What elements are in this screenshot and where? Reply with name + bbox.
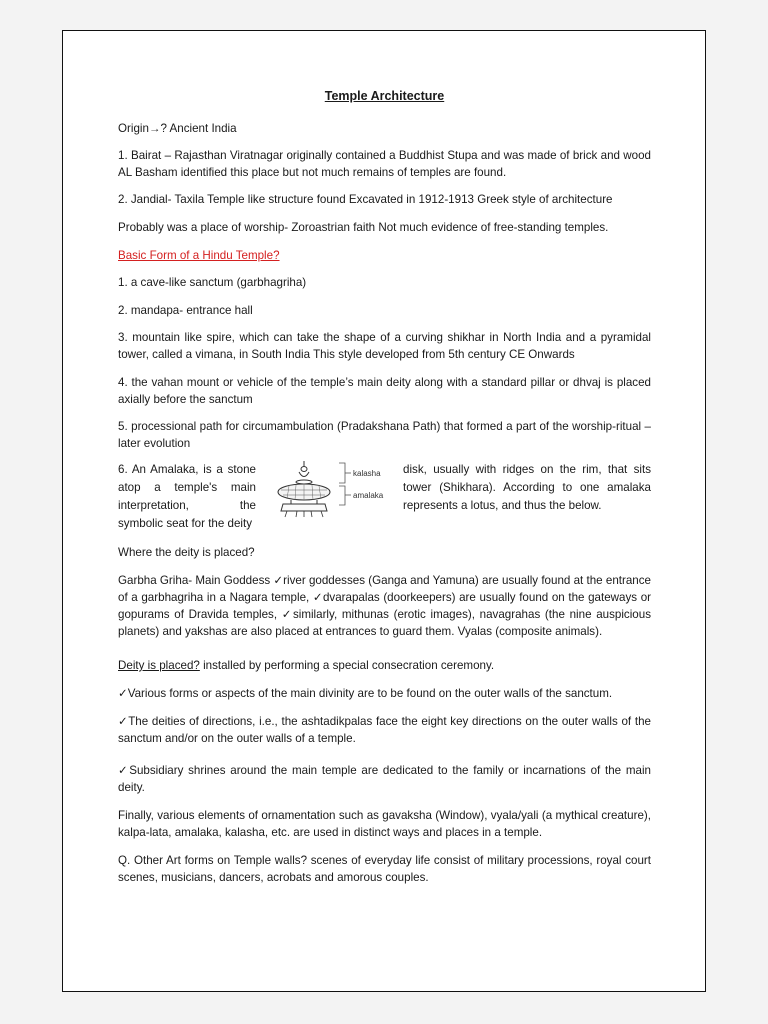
check-item-forms: ✓Various forms or aspects of the main divinity are to be found on the outer walls of the sanctum. [118, 687, 613, 700]
deity-placed-text: installed by performing a special consecration ceremony. [199, 659, 495, 672]
list-item-spire: 3. mountain like spire, which can take the shape of a curving shikhar in North India and a pyramidal tower, called a vimana, in South India This style developed from 5th century CE Onwards [118, 331, 651, 361]
amalaka-text-right: disk, usually with ridges on the rim, that sits tower (Shikhara). According to one amalaka represents a lotus, and thus the below. [403, 463, 651, 512]
amalaka-text-left: 6. An Amalaka, is a stone atop a temple's main interpretation, the symbolic seat for the deity [118, 463, 256, 530]
check-item-shrines: ✓Subsidiary shrines around the main temple are dedicated to the family or incarnations of the main deity. [118, 764, 651, 794]
page-title: Temple Architecture [324, 89, 445, 103]
check-item-directions: ✓The deities of directions, i.e., the ashtadikpalas face the eight key directions on the outer walls of the sanctum and/or on the outer walls of a temple. [118, 715, 651, 745]
list-item-mandapa: 2. mandapa- entrance hall [118, 304, 253, 317]
paragraph-jandial: 2. Jandial- Taxila Temple like structure found Excavated in 1912-1913 Greek style of architecture [118, 193, 613, 206]
deity-placed-line [118, 657, 651, 674]
paragraph-zoroastrian: Probably was a place of worship- Zoroastrian faith Not much evidence of free-standing temples. [118, 221, 609, 234]
label-kalasha: kalasha [353, 469, 381, 478]
list-item-vahan: 4. the vahan mount or vehicle of the temple’s main deity along with a standard pillar or dhvaj is placed axially before the sanctum [118, 376, 651, 406]
paragraph-ornamentation: Finally, various elements of ornamentation such as gavaksha (Window), vyala/yali (a mythical creature), kalpa-lata, amalaka, kalasha, etc. are used in distinct ways and places in a temple. [118, 809, 651, 839]
paragraph-garbha-griha: Garbha Griha- Main Goddess ✓river goddesses (Ganga and Yamuna) are usually found at the entrance of a garbhagriha in a Nagara temple, ✓dvarapalas (doorkeepers) are usually found on the gateways or gopurams of Dravida temples, ✓similarly, mithunas (erotic images), navagrahas (the nine auspicious planets) and yakshas are also placed at entrances to guard them. Vyalas (composite animals). [118, 574, 651, 638]
deity-placed-heading: Deity is placed? [118, 659, 200, 672]
where-deity-placed: Where the deity is placed? [118, 546, 255, 559]
list-item-pradakshana: 5. processional path for circumambulation (Pradakshana Path) that formed a part of the worship-ritual – later evolution [118, 420, 651, 450]
heading-basic-form: Basic Form of a Hindu Temple? [118, 249, 280, 262]
list-item-sanctum: 1. a cave-like sanctum (garbhagriha) [118, 276, 307, 289]
document-page [62, 30, 706, 992]
temple-amalaka-figure [269, 459, 399, 519]
paragraph-bairat: 1. Bairat – Rajasthan Viratnagar originally contained a Buddhist Stupa and was made of brick and wood AL Basham identified this place but not much remains of temples are found. [118, 149, 651, 179]
label-amalaka: amalaka [353, 491, 384, 500]
paragraph-question: Q. Other Art forms on Temple walls? scenes of everyday life consist of military processions, royal court scenes, musicians, dancers, acrobats and amorous couples. [118, 854, 651, 884]
origin-line: Origin→? Ancient India [118, 122, 237, 135]
